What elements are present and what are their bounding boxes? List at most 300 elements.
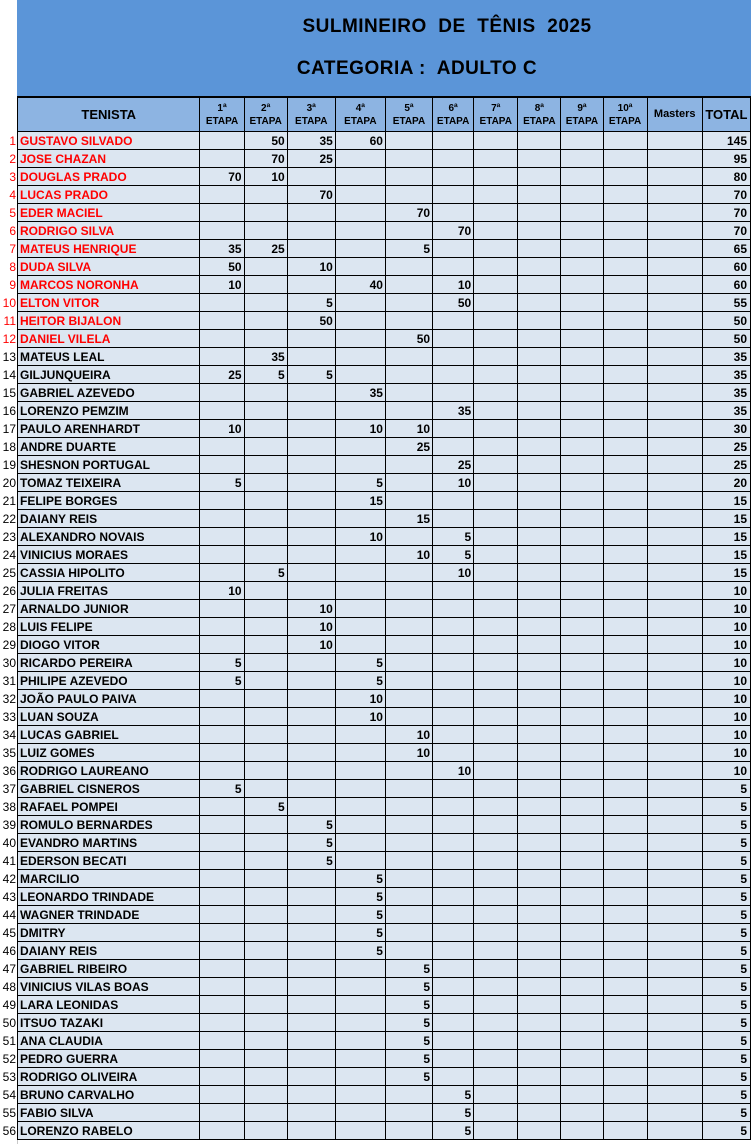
etapa-10-cell[interactable] — [603, 798, 647, 816]
total-cell[interactable]: 35 — [702, 366, 750, 384]
etapa-10-cell[interactable] — [603, 780, 647, 798]
masters-cell[interactable] — [647, 528, 702, 546]
etapa-8-cell[interactable] — [518, 204, 561, 222]
total-cell[interactable]: 15 — [702, 564, 750, 582]
etapa-6-cell[interactable] — [433, 1050, 474, 1068]
etapa-6-cell[interactable]: 10 — [433, 762, 474, 780]
player-name-cell[interactable] — [9, 132, 200, 150]
player-name-cell[interactable] — [2, 294, 200, 312]
etapa-2-cell[interactable] — [244, 222, 287, 240]
etapa-9-cell[interactable] — [561, 474, 603, 492]
masters-cell[interactable] — [647, 456, 702, 474]
etapa-3-cell[interactable] — [287, 348, 335, 366]
masters-cell[interactable] — [647, 762, 702, 780]
etapa-2-cell[interactable] — [244, 1122, 287, 1140]
masters-cell[interactable] — [647, 852, 702, 870]
etapa-1-cell[interactable]: 5 — [200, 780, 244, 798]
masters-cell[interactable] — [647, 582, 702, 600]
etapa-7-cell[interactable] — [474, 150, 518, 168]
etapa-6-cell[interactable] — [433, 816, 474, 834]
etapa-5-cell[interactable] — [385, 816, 432, 834]
etapa-5-cell[interactable] — [385, 348, 432, 366]
masters-cell[interactable] — [647, 546, 702, 564]
etapa-9-cell[interactable] — [561, 762, 603, 780]
etapa-6-cell[interactable] — [433, 384, 474, 402]
etapa-3-cell[interactable] — [287, 906, 335, 924]
etapa-7-cell[interactable] — [474, 834, 518, 852]
total-cell[interactable]: 20 — [702, 474, 750, 492]
etapa-9-cell[interactable] — [561, 240, 603, 258]
etapa-2-cell[interactable] — [244, 510, 287, 528]
player-name-cell[interactable] — [2, 672, 200, 690]
etapa-6-cell[interactable]: 35 — [433, 402, 474, 420]
player-name-cell[interactable] — [2, 780, 200, 798]
etapa-1-cell[interactable] — [200, 708, 244, 726]
masters-cell[interactable] — [647, 816, 702, 834]
total-cell[interactable]: 10 — [702, 762, 750, 780]
player-name-cell[interactable] — [3, 312, 200, 330]
etapa-8-cell[interactable] — [518, 654, 561, 672]
etapa-4-cell[interactable] — [335, 744, 385, 762]
etapa-9-cell[interactable] — [561, 780, 603, 798]
player-name-cell[interactable] — [2, 996, 200, 1014]
etapa-5-cell[interactable]: 5 — [385, 1068, 432, 1086]
etapa-2-cell[interactable] — [244, 708, 287, 726]
etapa-1-cell[interactable]: 5 — [200, 474, 244, 492]
etapa-4-cell[interactable]: 5 — [335, 924, 385, 942]
etapa-6-cell[interactable] — [433, 330, 474, 348]
masters-cell[interactable] — [647, 348, 702, 366]
etapa-7-cell[interactable] — [474, 978, 518, 996]
etapa-2-cell[interactable]: 5 — [244, 564, 287, 582]
etapa-8-cell[interactable] — [518, 132, 561, 150]
etapa-6-cell[interactable] — [433, 978, 474, 996]
etapa-6-cell[interactable] — [433, 852, 474, 870]
etapa-8-cell[interactable] — [518, 1104, 561, 1122]
player-name-cell[interactable] — [2, 690, 200, 708]
etapa-1-cell[interactable] — [200, 888, 244, 906]
etapa-9-cell[interactable] — [561, 690, 603, 708]
etapa-1-cell[interactable]: 5 — [200, 654, 244, 672]
etapa-5-cell[interactable]: 5 — [385, 1014, 432, 1032]
etapa-9-cell[interactable] — [561, 600, 603, 618]
masters-cell[interactable] — [647, 906, 702, 924]
etapa-8-cell[interactable] — [518, 546, 561, 564]
etapa-4-cell[interactable] — [335, 546, 385, 564]
etapa-9-cell[interactable] — [561, 150, 603, 168]
player-name-cell[interactable] — [2, 978, 200, 996]
etapa-4-cell[interactable] — [335, 636, 385, 654]
etapa-1-cell[interactable] — [200, 1122, 244, 1140]
etapa-4-cell[interactable]: 5 — [335, 672, 385, 690]
etapa-9-cell[interactable] — [561, 582, 603, 600]
etapa-9-cell[interactable] — [561, 726, 603, 744]
etapa-10-cell[interactable] — [603, 528, 647, 546]
player-name-cell[interactable] — [9, 186, 200, 204]
etapa-10-cell[interactable] — [603, 618, 647, 636]
etapa-3-cell[interactable] — [287, 762, 335, 780]
etapa-6-cell[interactable] — [433, 690, 474, 708]
etapa-1-cell[interactable] — [200, 834, 244, 852]
etapa-7-cell[interactable] — [474, 348, 518, 366]
etapa-5-cell[interactable] — [385, 906, 432, 924]
etapa-10-cell[interactable] — [603, 222, 647, 240]
etapa-6-cell[interactable] — [433, 1068, 474, 1086]
etapa-5-cell[interactable] — [385, 564, 432, 582]
etapa-5-cell[interactable]: 10 — [385, 726, 432, 744]
masters-cell[interactable] — [647, 888, 702, 906]
etapa-7-cell[interactable] — [474, 1068, 518, 1086]
etapa-10-cell[interactable] — [603, 870, 647, 888]
masters-cell[interactable] — [647, 780, 702, 798]
etapa-8-cell[interactable] — [518, 438, 561, 456]
total-cell[interactable]: 5 — [702, 798, 750, 816]
etapa-3-cell[interactable] — [287, 546, 335, 564]
etapa-6-cell[interactable]: 5 — [433, 1086, 474, 1104]
etapa-5-cell[interactable] — [385, 294, 432, 312]
etapa-5-cell[interactable] — [385, 186, 432, 204]
etapa-7-cell[interactable] — [474, 744, 518, 762]
etapa-8-cell[interactable] — [518, 708, 561, 726]
etapa-8-cell[interactable] — [518, 348, 561, 366]
player-name-cell[interactable] — [2, 852, 200, 870]
player-name-cell[interactable] — [9, 168, 200, 186]
player-name-cell[interactable] — [2, 384, 200, 402]
etapa-10-cell[interactable] — [603, 366, 647, 384]
etapa-5-cell[interactable]: 5 — [385, 960, 432, 978]
etapa-7-cell[interactable] — [474, 1104, 518, 1122]
etapa-1-cell[interactable] — [200, 618, 244, 636]
etapa-1-cell[interactable] — [200, 528, 244, 546]
etapa-2-cell[interactable] — [244, 600, 287, 618]
etapa-4-cell[interactable] — [335, 798, 385, 816]
etapa-5-cell[interactable]: 5 — [385, 996, 432, 1014]
masters-cell[interactable] — [647, 168, 702, 186]
etapa-5-cell[interactable] — [385, 276, 432, 294]
etapa-1-cell[interactable] — [200, 636, 244, 654]
etapa-4-cell[interactable] — [335, 852, 385, 870]
etapa-8-cell[interactable] — [518, 618, 561, 636]
etapa-8-cell[interactable] — [518, 906, 561, 924]
etapa-9-cell[interactable] — [561, 942, 603, 960]
etapa-6-cell[interactable] — [433, 924, 474, 942]
total-cell[interactable]: 5 — [702, 960, 750, 978]
etapa-7-cell[interactable] — [474, 1086, 518, 1104]
etapa-8-cell[interactable] — [518, 672, 561, 690]
player-name-cell[interactable] — [2, 438, 200, 456]
player-name-cell[interactable] — [2, 420, 200, 438]
etapa-4-cell[interactable] — [335, 204, 385, 222]
etapa-10-cell[interactable] — [603, 312, 647, 330]
masters-cell[interactable] — [647, 474, 702, 492]
etapa-8-cell[interactable] — [518, 762, 561, 780]
total-cell[interactable]: 15 — [702, 528, 750, 546]
etapa-2-cell[interactable] — [244, 492, 287, 510]
etapa-7-cell[interactable] — [474, 1050, 518, 1068]
etapa-8-cell[interactable] — [518, 240, 561, 258]
etapa-1-cell[interactable]: 10 — [200, 420, 244, 438]
etapa-9-cell[interactable] — [561, 564, 603, 582]
etapa-8-cell[interactable] — [518, 816, 561, 834]
etapa-4-cell[interactable] — [335, 330, 385, 348]
player-name-cell[interactable] — [2, 636, 200, 654]
etapa-6-cell[interactable] — [433, 600, 474, 618]
etapa-7-cell[interactable] — [474, 1122, 518, 1140]
etapa-2-cell[interactable]: 35 — [244, 348, 287, 366]
etapa-10-cell[interactable] — [603, 852, 647, 870]
etapa-6-cell[interactable]: 50 — [433, 294, 474, 312]
masters-cell[interactable] — [647, 564, 702, 582]
etapa-10-cell[interactable] — [603, 510, 647, 528]
etapa-3-cell[interactable]: 70 — [287, 186, 335, 204]
etapa-6-cell[interactable] — [433, 996, 474, 1014]
etapa-6-cell[interactable] — [433, 258, 474, 276]
etapa-1-cell[interactable] — [200, 942, 244, 960]
etapa-9-cell[interactable] — [561, 1086, 603, 1104]
etapa-8-cell[interactable] — [518, 312, 561, 330]
player-name-cell[interactable] — [2, 402, 200, 420]
player-name-cell[interactable] — [2, 744, 200, 762]
masters-cell[interactable] — [647, 492, 702, 510]
total-cell[interactable]: 70 — [702, 204, 750, 222]
etapa-7-cell[interactable] — [474, 780, 518, 798]
etapa-9-cell[interactable] — [561, 420, 603, 438]
masters-cell[interactable] — [647, 132, 702, 150]
etapa-3-cell[interactable] — [287, 924, 335, 942]
total-cell[interactable]: 50 — [702, 330, 750, 348]
etapa-1-cell[interactable] — [200, 924, 244, 942]
etapa-1-cell[interactable] — [200, 600, 244, 618]
etapa-9-cell[interactable] — [561, 1104, 603, 1122]
etapa-3-cell[interactable]: 35 — [287, 132, 335, 150]
etapa-2-cell[interactable] — [244, 474, 287, 492]
etapa-1-cell[interactable] — [200, 690, 244, 708]
total-cell[interactable]: 15 — [702, 492, 750, 510]
etapa-7-cell[interactable] — [474, 564, 518, 582]
total-cell[interactable]: 10 — [702, 618, 750, 636]
etapa-8-cell[interactable] — [518, 294, 561, 312]
etapa-8-cell[interactable] — [518, 492, 561, 510]
etapa-5-cell[interactable]: 10 — [385, 546, 432, 564]
total-cell[interactable]: 5 — [702, 1014, 750, 1032]
etapa-7-cell[interactable] — [474, 312, 518, 330]
player-name-cell[interactable] — [2, 528, 200, 546]
etapa-10-cell[interactable] — [603, 150, 647, 168]
etapa-6-cell[interactable]: 25 — [433, 456, 474, 474]
etapa-1-cell[interactable] — [200, 978, 244, 996]
masters-cell[interactable] — [647, 672, 702, 690]
etapa-7-cell[interactable] — [474, 420, 518, 438]
etapa-4-cell[interactable] — [335, 348, 385, 366]
etapa-10-cell[interactable] — [603, 294, 647, 312]
etapa-3-cell[interactable] — [287, 528, 335, 546]
total-cell[interactable]: 65 — [702, 240, 750, 258]
etapa-2-cell[interactable] — [244, 1032, 287, 1050]
etapa-10-cell[interactable] — [603, 330, 647, 348]
total-cell[interactable]: 5 — [702, 1086, 750, 1104]
etapa-3-cell[interactable] — [287, 978, 335, 996]
etapa-8-cell[interactable] — [518, 924, 561, 942]
etapa-8-cell[interactable] — [518, 726, 561, 744]
etapa-5-cell[interactable] — [385, 672, 432, 690]
etapa-4-cell[interactable]: 5 — [335, 942, 385, 960]
etapa-9-cell[interactable] — [561, 708, 603, 726]
etapa-4-cell[interactable] — [335, 996, 385, 1014]
etapa-4-cell[interactable] — [335, 1068, 385, 1086]
etapa-5-cell[interactable] — [385, 402, 432, 420]
etapa-4-cell[interactable]: 5 — [335, 474, 385, 492]
etapa-9-cell[interactable] — [561, 888, 603, 906]
etapa-5-cell[interactable]: 70 — [385, 204, 432, 222]
masters-cell[interactable] — [647, 726, 702, 744]
etapa-7-cell[interactable] — [474, 996, 518, 1014]
etapa-5-cell[interactable] — [385, 690, 432, 708]
etapa-2-cell[interactable]: 70 — [244, 150, 287, 168]
etapa-4-cell[interactable] — [335, 726, 385, 744]
etapa-10-cell[interactable] — [603, 240, 647, 258]
etapa-8-cell[interactable] — [518, 222, 561, 240]
etapa-7-cell[interactable] — [474, 1032, 518, 1050]
etapa-9-cell[interactable] — [561, 636, 603, 654]
etapa-1-cell[interactable]: 70 — [200, 168, 244, 186]
etapa-1-cell[interactable] — [200, 762, 244, 780]
etapa-5-cell[interactable]: 50 — [385, 330, 432, 348]
etapa-10-cell[interactable] — [603, 1122, 647, 1140]
masters-cell[interactable] — [647, 276, 702, 294]
masters-cell[interactable] — [647, 294, 702, 312]
etapa-3-cell[interactable] — [287, 960, 335, 978]
etapa-8-cell[interactable] — [518, 510, 561, 528]
etapa-5-cell[interactable] — [385, 708, 432, 726]
etapa-9-cell[interactable] — [561, 1068, 603, 1086]
etapa-6-cell[interactable]: 5 — [433, 546, 474, 564]
etapa-4-cell[interactable] — [335, 978, 385, 996]
etapa-5-cell[interactable] — [385, 636, 432, 654]
etapa-3-cell[interactable]: 10 — [287, 258, 335, 276]
etapa-3-cell[interactable] — [287, 474, 335, 492]
etapa-5-cell[interactable] — [385, 492, 432, 510]
etapa-6-cell[interactable] — [433, 204, 474, 222]
player-name-cell[interactable] — [2, 1014, 200, 1032]
player-name-cell[interactable] — [2, 1122, 200, 1140]
etapa-1-cell[interactable] — [200, 1014, 244, 1032]
etapa-10-cell[interactable] — [603, 600, 647, 618]
etapa-7-cell[interactable] — [474, 654, 518, 672]
total-cell[interactable]: 10 — [702, 708, 750, 726]
player-name-cell[interactable] — [2, 1050, 200, 1068]
etapa-2-cell[interactable] — [244, 672, 287, 690]
etapa-9-cell[interactable] — [561, 816, 603, 834]
etapa-6-cell[interactable] — [433, 672, 474, 690]
etapa-4-cell[interactable] — [335, 402, 385, 420]
etapa-1-cell[interactable] — [200, 960, 244, 978]
etapa-5-cell[interactable] — [385, 150, 432, 168]
etapa-4-cell[interactable] — [335, 438, 385, 456]
etapa-4-cell[interactable] — [335, 582, 385, 600]
etapa-4-cell[interactable] — [335, 1104, 385, 1122]
etapa-10-cell[interactable] — [603, 1068, 647, 1086]
etapa-7-cell[interactable] — [474, 366, 518, 384]
etapa-3-cell[interactable] — [287, 1032, 335, 1050]
etapa-4-cell[interactable]: 10 — [335, 690, 385, 708]
etapa-1-cell[interactable]: 35 — [200, 240, 244, 258]
total-cell[interactable]: 10 — [702, 582, 750, 600]
total-cell[interactable]: 60 — [702, 276, 750, 294]
etapa-6-cell[interactable] — [433, 636, 474, 654]
total-cell[interactable]: 5 — [702, 1122, 750, 1140]
etapa-3-cell[interactable] — [287, 1014, 335, 1032]
etapa-8-cell[interactable] — [518, 582, 561, 600]
etapa-6-cell[interactable] — [433, 582, 474, 600]
player-name-cell[interactable] — [2, 1068, 200, 1086]
etapa-4-cell[interactable] — [335, 816, 385, 834]
etapa-2-cell[interactable] — [244, 384, 287, 402]
etapa-9-cell[interactable] — [561, 438, 603, 456]
etapa-7-cell[interactable] — [474, 1014, 518, 1032]
etapa-3-cell[interactable] — [287, 888, 335, 906]
etapa-9-cell[interactable] — [561, 798, 603, 816]
etapa-9-cell[interactable] — [561, 744, 603, 762]
etapa-9-cell[interactable] — [561, 132, 603, 150]
total-cell[interactable]: 10 — [702, 744, 750, 762]
etapa-7-cell[interactable] — [474, 528, 518, 546]
player-name-cell[interactable] — [2, 618, 200, 636]
total-cell[interactable]: 70 — [702, 222, 750, 240]
etapa-2-cell[interactable]: 5 — [244, 798, 287, 816]
etapa-3-cell[interactable] — [287, 1050, 335, 1068]
masters-cell[interactable] — [647, 240, 702, 258]
etapa-10-cell[interactable] — [603, 726, 647, 744]
etapa-10-cell[interactable] — [603, 834, 647, 852]
etapa-9-cell[interactable] — [561, 384, 603, 402]
etapa-5-cell[interactable] — [385, 312, 432, 330]
etapa-8-cell[interactable] — [518, 690, 561, 708]
etapa-7-cell[interactable] — [474, 186, 518, 204]
etapa-1-cell[interactable]: 10 — [200, 582, 244, 600]
etapa-9-cell[interactable] — [561, 906, 603, 924]
etapa-4-cell[interactable]: 5 — [335, 654, 385, 672]
player-name-cell[interactable] — [2, 942, 200, 960]
etapa-8-cell[interactable] — [518, 366, 561, 384]
total-cell[interactable]: 5 — [702, 852, 750, 870]
etapa-1-cell[interactable] — [200, 1104, 244, 1122]
etapa-1-cell[interactable] — [200, 348, 244, 366]
etapa-1-cell[interactable] — [200, 312, 244, 330]
etapa-3-cell[interactable]: 10 — [287, 618, 335, 636]
masters-cell[interactable] — [647, 204, 702, 222]
etapa-7-cell[interactable] — [474, 384, 518, 402]
etapa-4-cell[interactable] — [335, 510, 385, 528]
total-cell[interactable]: 55 — [702, 294, 750, 312]
etapa-3-cell[interactable] — [287, 1086, 335, 1104]
etapa-6-cell[interactable] — [433, 726, 474, 744]
total-cell[interactable]: 35 — [702, 348, 750, 366]
masters-cell[interactable] — [647, 186, 702, 204]
etapa-3-cell[interactable] — [287, 438, 335, 456]
etapa-5-cell[interactable] — [385, 582, 432, 600]
etapa-7-cell[interactable] — [474, 132, 518, 150]
etapa-9-cell[interactable] — [561, 996, 603, 1014]
etapa-8-cell[interactable] — [518, 456, 561, 474]
etapa-7-cell[interactable] — [474, 870, 518, 888]
player-name-cell[interactable] — [2, 582, 200, 600]
etapa-10-cell[interactable] — [603, 762, 647, 780]
etapa-6-cell[interactable] — [433, 510, 474, 528]
etapa-4-cell[interactable] — [335, 762, 385, 780]
etapa-9-cell[interactable] — [561, 402, 603, 420]
etapa-6-cell[interactable] — [433, 438, 474, 456]
etapa-3-cell[interactable]: 50 — [287, 312, 335, 330]
